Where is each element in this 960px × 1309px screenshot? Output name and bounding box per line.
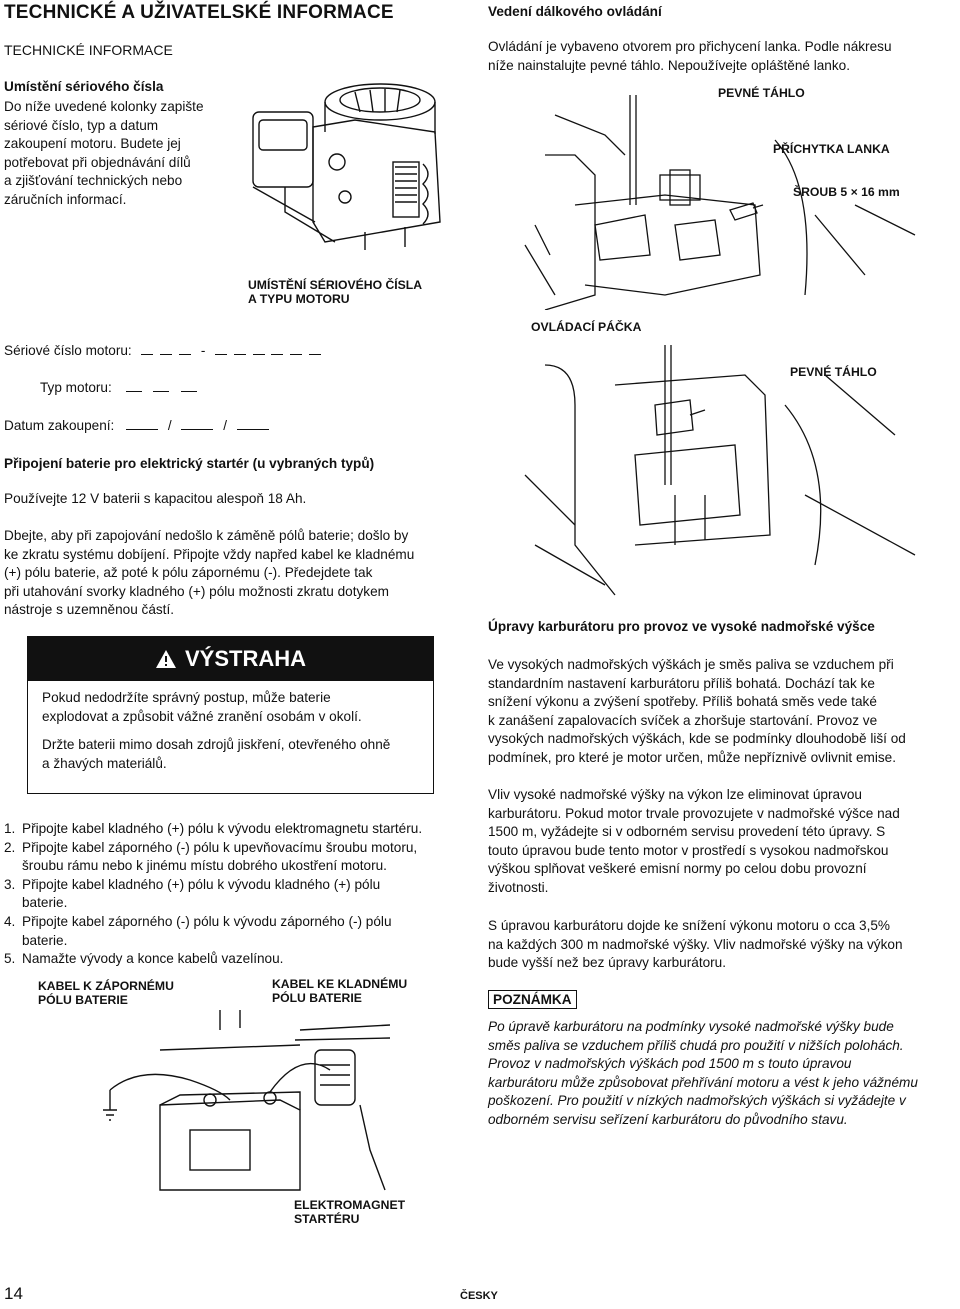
- serial-number-field: Sériové číslo motoru: -: [4, 342, 321, 361]
- note-tag: POZNÁMKA: [488, 990, 577, 1009]
- page-number: 14: [4, 1284, 23, 1303]
- warning-header: [28, 637, 433, 681]
- list-item: 3. Připojte kabel kladného (+) pólu k vývodu kladného (+) pólu baterie.: [4, 876, 381, 911]
- warning-triangle-icon: [155, 649, 177, 669]
- list-item: 2. Připojte kabel záporného (-) pólu k upevňovacímu šroubu motoru, šroubu rámu nebo k jinému místu dobrého ukostření motoru.: [4, 839, 418, 874]
- list-item: 1. Připojte kabel kladného (+) pólu k vývodu elektromagnetu startéru.: [4, 821, 423, 836]
- serial-location-text: Do níže uvedené kolonky zapište sériové číslo, typ a datum zakoupení motoru. Budete jej potřebovat při objednávání dílů a zjišťování technických nebo záručních informací.: [4, 99, 204, 207]
- tech-info-heading: TECHNICKÉ INFORMACE: [4, 42, 173, 58]
- page-title: TECHNICKÉ A UŽIVATELSKÉ INFORMACE: [4, 2, 394, 23]
- altitude-heading: Úpravy karburátoru pro provoz ve vysoké nadmořské výšce: [488, 619, 875, 634]
- altitude-text-3: S úpravou karburátoru dojde ke snížení výkonu motoru o cca 3,5% na každých 300 m nadmořské výšky. Vliv nadmořské výšky na výkon bude vyšší než bez úpravy karburátoru.: [488, 918, 903, 971]
- battery-capacity-text: Používejte 12 V baterii s kapacitou alespoň 18 Ah.: [4, 491, 307, 506]
- rod-label-bottom: PEVNÉ TÁHLO: [790, 365, 877, 379]
- language-label: ČESKY: [460, 1290, 498, 1302]
- list-item: 4. Připojte kabel záporného (-) pólu k vývodu záporného (-) pólu baterie.: [4, 913, 392, 948]
- altitude-text-1: Ve vysokých nadmořských výškách je směs paliva se vzduchem při standardním nastavení karburátoru příliš bohatá. Dochází tak ke snížení výkonu a zvýšení spotřeby. Příliš bohatá směs vede také k zanášení zapalovacích svíček a zhoršuje startování. Provoz ve vysokých nadmořských výškách, kde se podmínky dlouhodobě liší od podmínek, pro které je motor určen, může nepříznivě ovlivnit emise.: [488, 657, 906, 765]
- serial-location-caption: UMÍSTĚNÍ SÉRIOVÉHO ČÍSLA A TYPU MOTORU: [248, 278, 423, 306]
- warning-title: VÝSTRAHA: [184, 646, 306, 671]
- note-text: Po úpravě karburátoru na podmínky vysoké nadmořské výšky bude směs paliva se vzduchem příliš chudá pro použití v nižších polohách. Provoz v nadmořských výškách pod 1500 m s touto úpravou karburátoru může způsobovat přehřívání motoru a vést k jeho vážnému poškození. Pro použití v nízkých nadmořských výškách si vyžádejte v odborném servisu seřízení karburátoru do původního stavu.: [488, 1019, 918, 1127]
- battery-steps: [4, 820, 474, 969]
- rod-label-top: PEVNÉ TÁHLO: [718, 86, 805, 100]
- solenoid-label: ELEKTROMAGNET STARTÉRU: [294, 1198, 406, 1226]
- remote-text: Ovládání je vybaveno otvorem pro přichycení lanka. Podle nákresu níže nainstalujte pevné táhlo. Nepoužívejte opláštěné lanko.: [488, 39, 892, 73]
- battery-wiring-illustration: [100, 1010, 400, 1195]
- remote-heading: Vedení dálkového ovládání: [488, 4, 662, 19]
- battery-heading: Připojení baterie pro elektrický startér (u vybraných typů): [4, 456, 375, 471]
- control-lever-label: OVLÁDACÍ PÁČKA: [531, 320, 642, 334]
- cable-clip-label: PŘÍCHYTKA LANKA: [773, 142, 890, 156]
- engine-type-field: Typ motoru:: [40, 379, 197, 398]
- engine-illustration: [245, 72, 460, 252]
- warning-text-explosion: Pokud nedodržíte správný postup, může baterie explodovat a způsobit vážné zranění osobám v okolí.: [42, 690, 362, 724]
- warning-text-sparks: Držte baterii mimo dosah zdrojů jiskření, otevřeného ohně a žhavých materiálů.: [42, 737, 391, 771]
- screw-label: ŠROUB 5 × 16 mm: [793, 185, 900, 199]
- altitude-text-2: Vliv vysoké nadmořské výšky na výkon lze eliminovat úpravou karburátoru. Pokud motor trvale provozujete v nadmořské výšce nad 1500 m, vyžádejte si v odborném servisu provedení této úpravy. S touto úpravou bude tento motor v prostředí s vysokou nadmořskou výškou splňovat veškeré emisní normy po celou dobu provozní životnosti.: [488, 787, 900, 895]
- control-lever-illustration: [515, 345, 935, 605]
- serial-location-heading: Umístění sériového čísla: [4, 79, 164, 94]
- list-item: 5. Namažte vývody a konce kabelů vazelínou.: [4, 951, 284, 967]
- purchase-date-field: Datum zakoupení: / /: [4, 417, 269, 436]
- remote-rod-illustration: [515, 95, 935, 310]
- positive-cable-label: KABEL KE KLADNÉMU PÓLU BATERIE: [272, 977, 408, 1005]
- negative-cable-label: KABEL K ZÁPORNÉMU PÓLU BATERIE: [38, 979, 174, 1007]
- warning-box: [27, 636, 434, 794]
- battery-polarity-text: Dbejte, aby při zapojování nedošlo k záměně pólů baterie; došlo by ke zkratu systému dobíjení. Připojte vždy napřed kabel ke kladnému (+) pólu baterie, až poté k pólu zápornému (-). Předejdete tak při utahování svorky kladného (+) pólu možnosti zkratu dotykem nástroje s uzemněnou částí.: [4, 528, 415, 618]
